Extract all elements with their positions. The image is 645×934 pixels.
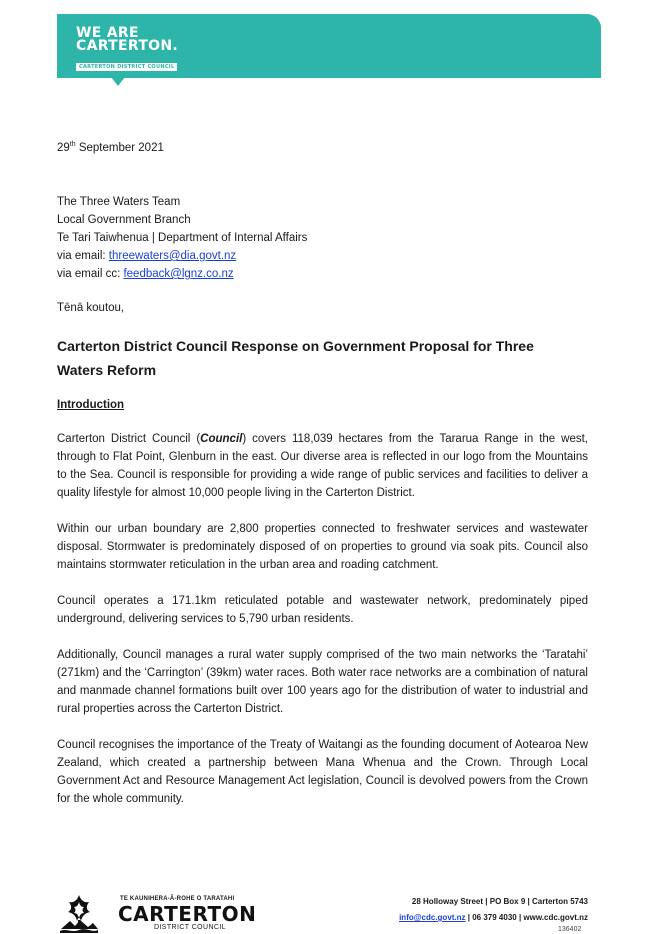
paragraph-5: Council recognises the importance of the Treaty of Waitangi as the founding document of Aotearoa New Zealand, which created a partnership between Mana Whenua and the Crown. Through Local Government Act and Resource Management Act legislation, Council is devolved powers from the Crown for the whole community.	[57, 739, 588, 805]
footer-logo	[58, 893, 258, 934]
logo-name: CARTERTON	[118, 902, 257, 926]
brand-subtitle: CARTERTON DISTRICT COUNCIL	[76, 63, 177, 71]
letter-title: Carterton District Council Response on Government Proposal for Three Waters Reform	[57, 338, 534, 378]
address-line: Local Government Branch	[57, 214, 191, 226]
paragraph-4: Additionally, Council manages a rural water supply comprised of the two main networks the ‘Taratahi’ (271km) and the ‘Carrington’ (39km) water races. Both water race networks are a combination of natural and manmade channel formations built over 100 years ago for the distribution of water to industrial and rural properties across the Carterton District.	[57, 649, 588, 715]
header-banner	[57, 14, 601, 78]
section-heading: Introduction	[57, 399, 125, 411]
footer-email-link[interactable]: info@cdc.govt.nz	[399, 913, 466, 922]
letter-body	[57, 139, 588, 808]
date-suffix: th	[69, 141, 76, 149]
logo-maori-name: TE KAUNIHERA-Ā-ROHE O TARATAHI	[120, 896, 235, 902]
logo-subtitle: DISTRICT COUNCIL	[154, 924, 226, 931]
document-reference: 136402	[558, 926, 582, 933]
brand-line-2: CARTERTON.	[76, 38, 179, 54]
email-line	[57, 247, 588, 265]
tree-emblem-icon	[58, 893, 100, 934]
email-cc-link[interactable]: feedback@lgnz.co.nz	[123, 268, 234, 280]
address-line: Te Tari Taiwhenua | Department of Internal Affairs	[57, 232, 308, 244]
para1-emphasis: Council	[200, 433, 243, 445]
letter-date	[57, 139, 588, 157]
footer-contact-rest: | 06 379 4030 | www.cdc.govt.nz	[465, 913, 588, 922]
paragraph-2: Within our urban boundary are 2,800 properties connected to freshwater services and wastewater disposal. Stormwater is predominately disposed of on properties to ground via soak pits. Council also maintains stormwater reticulation in the urban area and roading catchment.	[57, 523, 588, 571]
email-cc-line	[57, 265, 588, 283]
para1-text-pre: Carterton District Council (	[57, 433, 201, 445]
email-cc-label: via email cc:	[57, 268, 124, 280]
footer-contact	[399, 894, 588, 926]
paragraph-1	[57, 430, 588, 502]
banner-notch	[111, 77, 125, 86]
email-link[interactable]: threewaters@dia.govt.nz	[108, 250, 237, 262]
paragraph-3: Council operates a 171.1km reticulated potable and wastewater network, predominately piped underground, delivering services to 5,790 urban residents.	[57, 595, 588, 625]
date-rest: September 2021	[75, 142, 164, 154]
footer-address: 28 Holloway Street | PO Box 9 | Carterton 5743	[411, 897, 588, 906]
footer-contact-line	[399, 910, 588, 926]
email-label: via email:	[57, 250, 109, 262]
address-line: The Three Waters Team	[57, 196, 181, 208]
para1-text-post: ) covers 118,039 hectares from the Tararua Range in the west, through to Flat Point, Glenburn in the east. Our diverse area is reflected in our logo from the Mountains to the Sea. Council is responsible for providing a wide range of public services and facilities to deliver a quality lifestyle for almost 10,000 people living in the Carterton District.	[57, 433, 588, 499]
greeting: Tēnā koutou,	[57, 302, 125, 314]
recipient-address	[57, 193, 588, 283]
brand-logo	[76, 27, 178, 72]
brand-line-1: WE ARE	[76, 25, 139, 41]
date-day: 29	[57, 142, 70, 154]
